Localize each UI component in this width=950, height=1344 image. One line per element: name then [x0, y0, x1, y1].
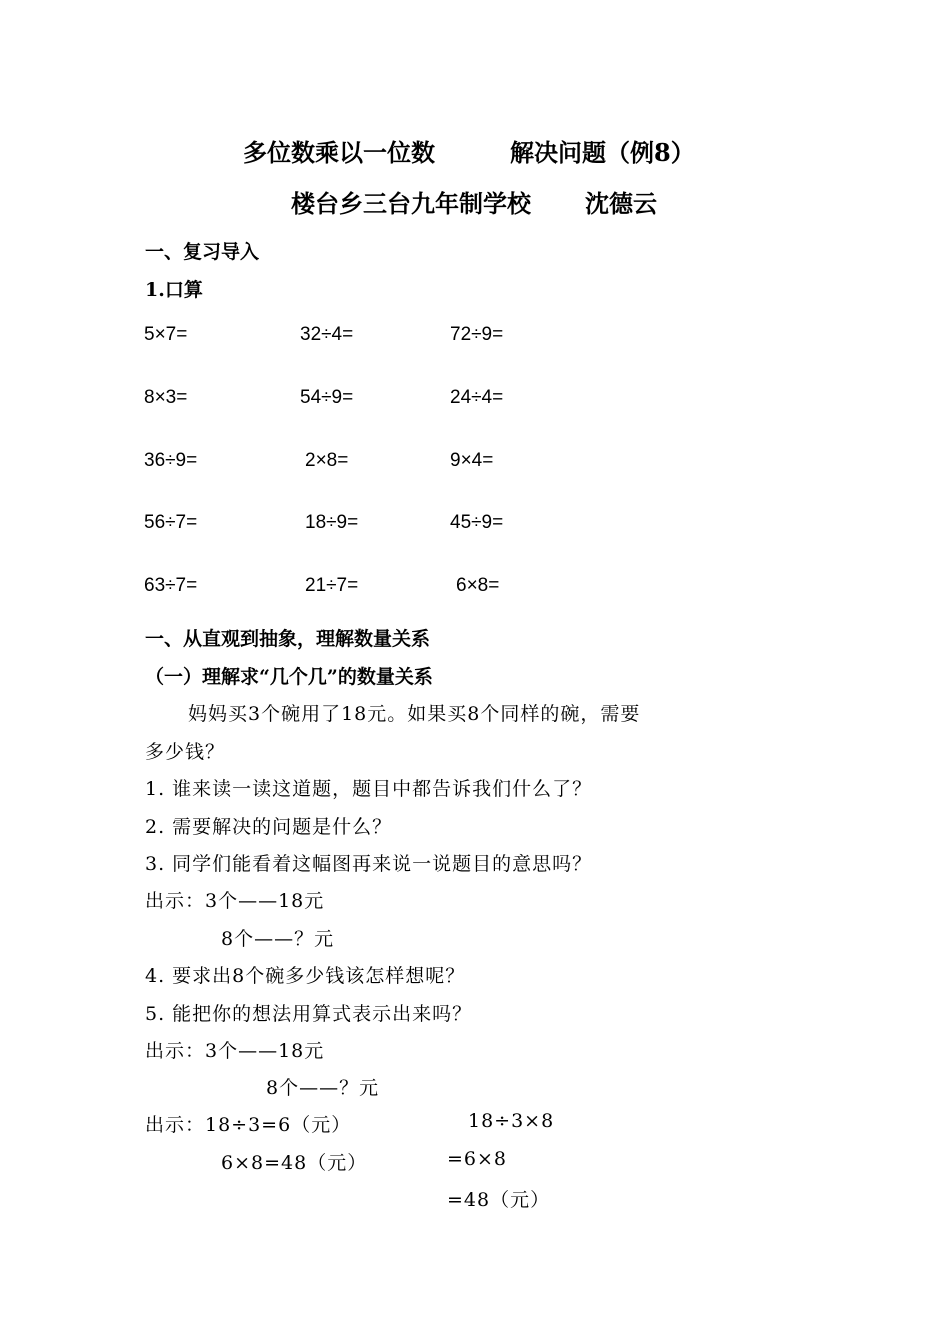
problem-text-cont: 多少钱？ [145, 741, 226, 763]
display-relation-b: 8个——？元 [221, 928, 335, 950]
combined-step-1: =6×8 [447, 1148, 508, 1170]
calc-item: 21÷7= [305, 575, 359, 596]
solution-step-1: 出示：18÷3=6（元） [145, 1114, 352, 1136]
calc-item: 54÷9= [300, 387, 354, 408]
question-3: 3. 同学们能看着这幅图再来说一说题目的意思吗？ [145, 853, 593, 875]
display-relation-b: 8个——？元 [266, 1077, 380, 1099]
calc-item: 36÷9= [144, 450, 198, 471]
section-subheading-oral: 1.口算 [145, 279, 203, 301]
problem-text: 妈妈买3个碗用了18元。如果买8个同样的碗，需要 [188, 703, 641, 725]
combined-step-2: =48（元） [447, 1189, 551, 1211]
calc-item: 18÷9= [305, 512, 359, 533]
question-2: 2. 需要解决的问题是什么？ [145, 816, 393, 838]
section-heading-review: 一、复习导入 [145, 241, 260, 263]
calc-item: 2×8= [305, 450, 349, 471]
display-relation-a: 出示：3个——18元 [145, 1040, 325, 1062]
section-heading-quantity: 一、从直观到抽象，理解数量关系 [145, 628, 431, 650]
calc-item: 56÷7= [144, 512, 198, 533]
page-subtitle: 解决问题（例8） [510, 138, 695, 167]
calc-item: 45÷9= [450, 512, 504, 533]
calc-item: 63÷7= [144, 575, 198, 596]
solution-step-2: 6×8=48（元） [221, 1152, 368, 1174]
section-subheading-groups: （一）理解求“几个几”的数量关系 [145, 666, 433, 688]
author-name: 沈德云 [585, 189, 657, 218]
display-relation-a: 出示：3个——18元 [145, 890, 325, 912]
calc-item: 6×8= [456, 575, 500, 596]
calc-item: 5×7= [144, 324, 188, 345]
calc-item: 72÷9= [450, 324, 504, 345]
combined-expression: 18÷3×8 [468, 1110, 555, 1132]
calc-item: 8×3= [144, 387, 188, 408]
question-5: 5. 能把你的想法用算式表示出来吗？ [145, 1003, 473, 1025]
question-4: 4. 要求出8个碗多少钱该怎样想呢？ [145, 965, 466, 987]
calc-item: 24÷4= [450, 387, 504, 408]
calc-item: 32÷4= [300, 324, 354, 345]
question-1: 1. 谁来读一读这道题，题目中都告诉我们什么了？ [145, 778, 593, 800]
school-name: 楼台乡三台九年制学校 [291, 189, 531, 218]
page-title: 多位数乘以一位数 [243, 138, 435, 167]
calc-item: 9×4= [450, 450, 494, 471]
